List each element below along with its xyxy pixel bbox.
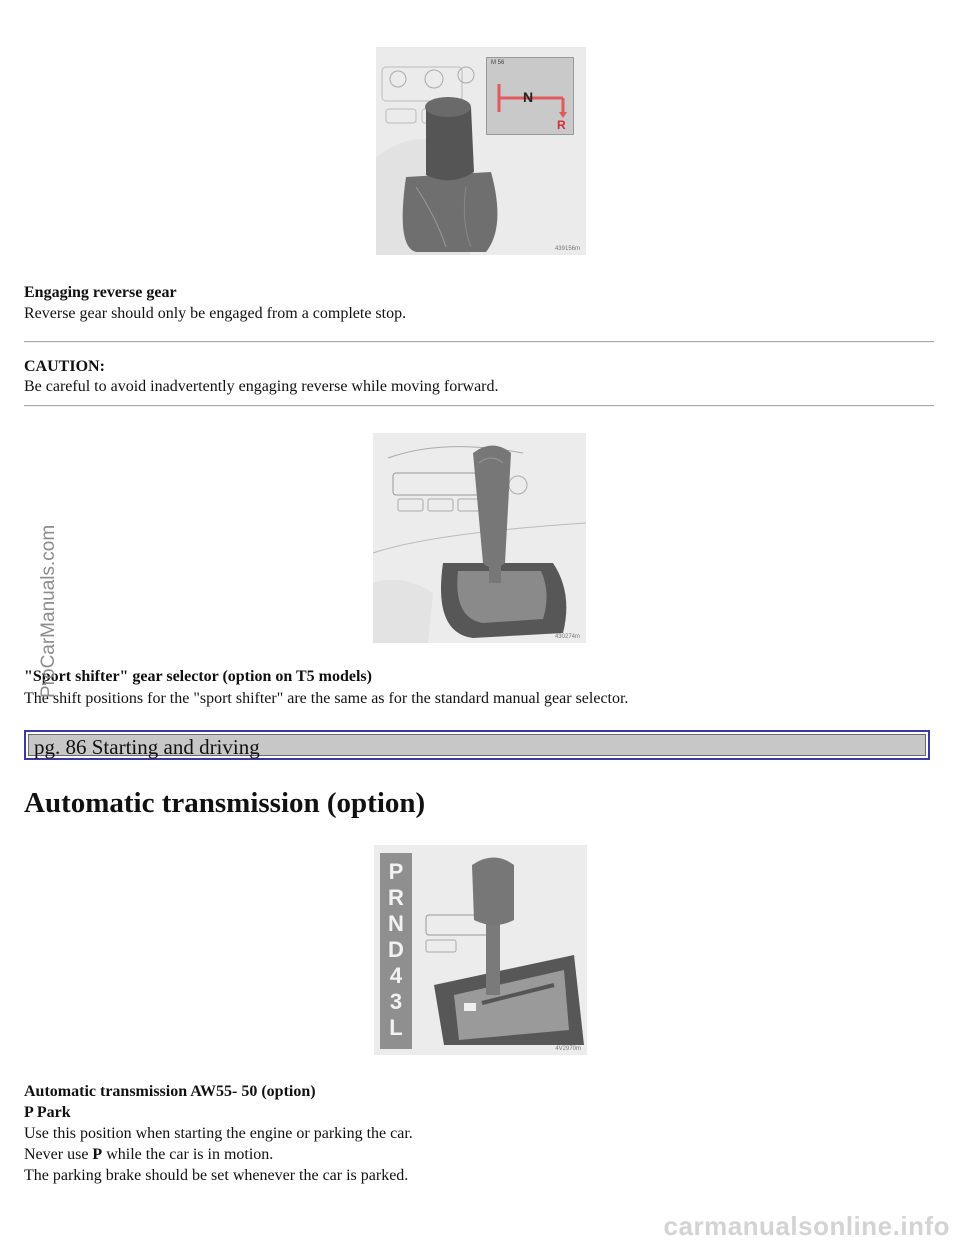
sport-shifter-figure [373, 433, 586, 643]
section-title-sport-shifter: "Sport shifter" gear selector (option on T5 models) [24, 668, 372, 685]
side-watermark: ProCarManuals.com [38, 524, 59, 698]
park-text-3: The parking brake should be set whenever the car is parked. [24, 1167, 409, 1184]
divider [24, 341, 934, 343]
gear-position-l: L [389, 1015, 403, 1040]
section-title-automatic: Automatic transmission AW55- 50 (option) [24, 1083, 316, 1100]
gear-position-strip [380, 853, 412, 1049]
gear-position-4: 4 [389, 963, 403, 988]
position-park-title: P Park [24, 1104, 71, 1121]
gear-position-d: D [388, 937, 404, 962]
page-section-bar [24, 730, 930, 760]
park-text-1: Use this position when starting the engine or parking the car. [24, 1125, 413, 1142]
page-heading: Automatic transmission (option) [24, 787, 426, 819]
figure-code: 439156m [554, 246, 580, 252]
park-text-2-bold: P [92, 1146, 103, 1163]
gear-position-p: P [388, 859, 404, 884]
caution-label: CAUTION: [24, 358, 105, 375]
gear-positions [380, 853, 412, 1041]
gear-position-3: 3 [389, 989, 403, 1014]
gate-label: M 56 [491, 60, 505, 66]
manual-shifter-figure [376, 47, 586, 255]
park-text-2-pre: Never use [24, 1146, 93, 1163]
figure-code: 4V2970m [555, 1046, 581, 1052]
divider [24, 405, 934, 407]
section-text-reverse: Reverse gear should only be engaged from a complete stop. [24, 305, 407, 322]
caution-text: Be careful to avoid inadvertently engaging reverse while moving forward. [24, 378, 499, 395]
figure-code: 430274m [554, 634, 580, 640]
neutral-label: N [523, 89, 534, 105]
automatic-shifter-figure [374, 845, 587, 1055]
bottom-watermark: carmanualsonline.info [663, 1211, 950, 1241]
gear-position-n: N [388, 911, 404, 936]
park-text-2 [24, 1145, 273, 1165]
park-text-2-post: while the car is in motion. [102, 1146, 274, 1163]
section-title-reverse: Engaging reverse gear [24, 284, 177, 301]
section-text-sport-shifter: The shift positions for the "sport shifter" are the same as for the standard manual gear selector. [24, 690, 629, 707]
reverse-label: R [557, 118, 566, 132]
page-section-label: pg. 86 Starting and driving [28, 734, 926, 756]
gear-position-r: R [388, 885, 404, 910]
